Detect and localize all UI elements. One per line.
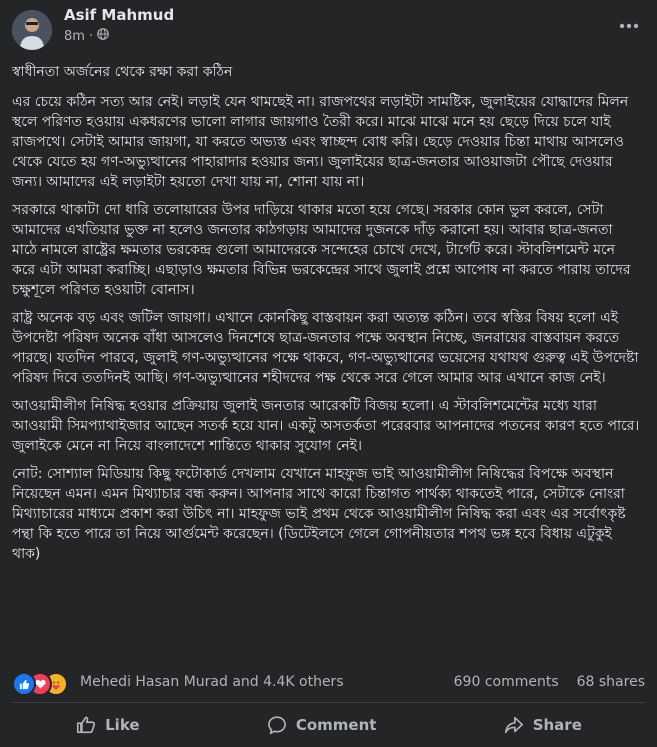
post-body (12, 62, 640, 572)
more-options-button[interactable] (615, 12, 643, 40)
comment-icon (266, 714, 288, 736)
post-paragraph: এর চেয়ে কঠিন সত্য আর নেই। লড়াই যেন থামছেই না। রাজপথের লড়াইটা সামষ্টিক, জুলাইয়ের যোদ্ধাদের মিলন স্থলে পরিণত হওয়ায় একধরণের ভালো লাগার জায়গাও তৈরী করে। মাঝে মাঝে মনে হয় ছেড়ে দিয়ে চলে যাই রাজপথে। সেটাই আমার জায়গা, যা করতে অভ্যস্ত এবং স্বাচ্ছন্দ বোধ করি। ছেড়ে দেওয়ার চিন্তা মাথায় আসলেও থেকে যেতে হয় গণ-অভ্যুত্থানের পাহারাদার হওয়ার জন্য। জুলাইয়ের ছাত্র-জনতার আওয়াজটা পৌছে দেওয়ার জন্য। আমাদের এই লড়াইটা হয়তো দেখা যায় না, শোনা যায় না। (12, 94, 629, 190)
reaction-icons[interactable] (12, 672, 76, 694)
reactions-bar (12, 671, 645, 697)
post-actions (12, 706, 645, 744)
post-paragraph: নোট: সোশ্যাল মিডিয়ায় কিছু ফটোকার্ড দেখলাম যেখানে মাহফুজ ভাই আওয়ামীলীগ নিষিদ্ধের বিপক্ষে অবস্থান নিয়েছেন এমন। এমন মিথ্যাচার বন্ধ করুন। আপনার সাথে কারো চিন্তাগত পার্থক্য থাকতেই পারে, সেটাকে নোংরা মিথ্যাচারের মাধ্যমে প্রকাশ করা উচিৎ না। মাহফুজ ভাই প্রথম থেকে আওয়ামীলীগ নিষিদ্ধ করা এবং এর সর্বোৎকৃষ্ট পন্থা কি হতে পারে তা নিয়ে আর্গুমেন্ট করেছেন। (ডিটেইলসে গেলে গোপনীয়তার শপথ ভঙ্গ হবে বিধায় এটুকুই থাক) (12, 466, 626, 562)
share-arrow-icon (503, 714, 525, 736)
meta-separator: · (88, 28, 94, 44)
post-meta (64, 28, 109, 44)
post-title: স্বাধীনতা অর্জনের থেকে রক্ষা করা কঠিন (12, 64, 233, 80)
like-reaction-icon (12, 672, 36, 696)
globe-icon (97, 28, 109, 44)
comment-button[interactable] (226, 708, 417, 742)
post-paragraph: সরকারে থাকাটা দো ধারি তলোয়ারের উপর দাড়িয়ে থাকার মতো হয়ে গেছে। সরকার কোন ভুল করলে, সেটা আমাদের এখতিয়ার ভুক্ত না হলেও জনতার কাঠগড়ায় আমাদের দুজনকে দাঁড় করানো হয়। আবার ছাত্র-জনতা মাঠে নামলে রাষ্ট্রের ক্ষমতার ভরকেন্দ্র গুলো আমাদেরকে সন্দেহের চোখে দেখে, টার্গেট করে। স্টাবলিশমেন্ট মনে করে এটা আমরা করাচ্ছি। এছাড়াও ক্ষমতার বিভিন্ন ভরকেন্দ্রের সাথে জুলাই প্রশ্নে আপোষ না করতে পারায় তাদের চক্ষুশূলে পরিণত হওয়াটা বোনাস। (12, 202, 631, 298)
share-label: Share (532, 716, 582, 734)
post-paragraph: রাষ্ট্র অনেক বড় এবং জটিল জায়গা। এখানে কোনকিছু বাস্তবায়ন করা অত্যন্ত কঠিন। তবে স্বস্তির বিষয় হলো এই উপদেষ্টা পরিষদ অনেক বাঁধা আসলেও দিনশেষে ছাত্র-জনতার পক্ষে অবস্থান নিচ্ছে, জনরায়ের বাস্তবায়ন করতে পারছে। যতদিন পারবে, জুলাই গণ-অভ্যুত্থানের পক্ষে থাকবে, গণ-অভ্যুত্থানের ভয়েসের যথাযথ গুরুত্ব এই উপদেষ্টা পরিষদ দিবে ততদিনই আছি। গণ-অভ্যুত্থানের শহীদদের পক্ষ থেকে সরে গেলে আমার আর এখানে কাজ নেই। (12, 310, 639, 386)
author-avatar[interactable] (12, 10, 52, 50)
comment-label: Comment (295, 716, 377, 734)
post-paragraph: আওয়ামীলীগ নিষিদ্ধ হওয়ার প্রক্রিয়ায় জুলাই জনতার আরেকটি বিজয় হলো। এ স্টাবলিশমেন্টের মধ্যে যারা আওয়ামী সিমপ্যাথাইজার আছেন সতর্ক হয়ে যান। একটু অসতর্কতা পরেরবার আপনাদের পতনের কারণ হতে পারে। জুলাইকে মেনে না নিয়ে বাংলাদেশে শান্তিতে থাকার সুযোগ নেই। (12, 398, 640, 454)
thumbs-up-icon (75, 714, 97, 736)
post-header (0, 0, 657, 52)
like-label: Like (105, 716, 140, 734)
shares-count[interactable]: 68 shares (576, 674, 645, 690)
reaction-summary[interactable]: Mehedi Hasan Murad and 4.4K others (80, 674, 344, 690)
engagement-counts (454, 674, 645, 690)
post-time[interactable]: 8m (64, 28, 85, 44)
action-divider (12, 702, 645, 703)
share-button[interactable] (463, 708, 622, 742)
like-button[interactable] (35, 708, 179, 742)
comments-count[interactable]: 690 comments (453, 674, 559, 690)
more-dots-icon (619, 23, 639, 29)
author-name[interactable]: Asif Mahmud (64, 6, 175, 24)
